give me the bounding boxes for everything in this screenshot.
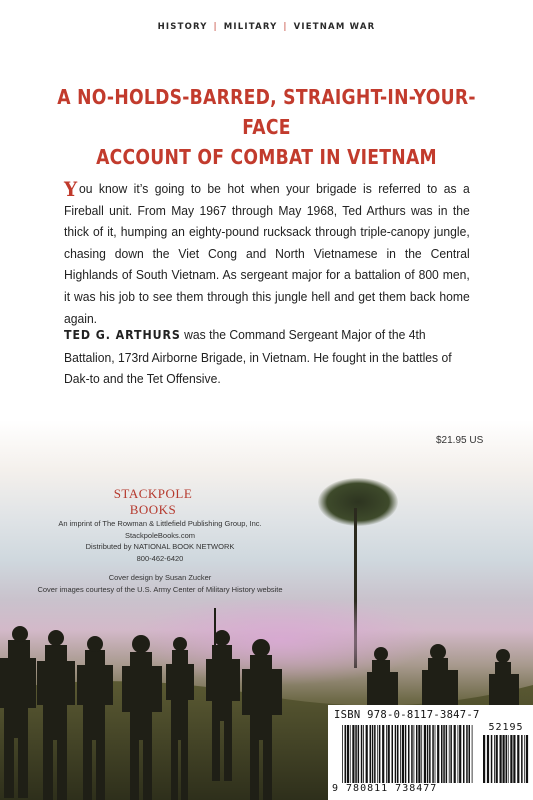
barcode-bar (432, 725, 434, 783)
headline-line-2: ACCOUNT OF COMBAT IN VIETNAM (96, 145, 437, 169)
barcode-bar (508, 735, 509, 783)
book-description (64, 178, 470, 329)
barcode-bar (347, 725, 349, 783)
barcode-bar (446, 725, 448, 783)
barcode-bar (454, 725, 456, 783)
barcode-bar (402, 725, 404, 783)
barcode-bar (524, 735, 525, 783)
barcode-bar (377, 725, 378, 783)
barcode-bar (405, 725, 407, 783)
barcode-bar (395, 725, 397, 783)
barcode-number: 9 780811 738477 (332, 783, 438, 794)
category-military: MILITARY (223, 22, 278, 32)
cover-design-credit: Cover design by Susan Zucker (108, 573, 212, 582)
barcode-bar (449, 725, 450, 783)
barcode-bar (506, 735, 508, 783)
barcode-bar (472, 725, 473, 783)
headline-line-1: A NO-HOLDS-BARRED, STRAIGHT-IN-YOUR-FACE (57, 85, 476, 139)
barcode-bar (435, 725, 436, 783)
imprint-line: An imprint of The Rowman & Littlefield Publishing Group, Inc. (58, 519, 262, 528)
barcode-bar (443, 725, 445, 783)
barcode-bar (382, 725, 384, 783)
publisher-line-1: STACKPOLE (113, 486, 193, 501)
barcode-bar (414, 725, 415, 783)
barcode-bar (350, 725, 351, 783)
author-name: TED G. ARTHURS (64, 328, 181, 342)
barcode-bar (483, 735, 485, 783)
barcode-bar (427, 725, 429, 783)
barcode-bar (494, 735, 495, 783)
barcode-bar (429, 725, 431, 783)
barcode-bar (345, 725, 347, 783)
distributor-line: Distributed by NATIONAL BOOK NETWORK (85, 542, 235, 551)
price-addon-barcode (483, 735, 529, 783)
cover-images-credit: Cover images courtesy of the U.S. Army Center of Military History website (37, 584, 283, 594)
barcode-bar (372, 725, 374, 783)
barcode-bar (411, 725, 413, 783)
barcode-bar (392, 725, 394, 783)
barcode-bar (441, 725, 443, 783)
category-history: HISTORY (157, 22, 208, 32)
barcode-bar (386, 725, 387, 783)
barcode-bar (358, 725, 360, 783)
category-separator: | (283, 22, 288, 32)
publisher-credits (30, 518, 290, 595)
barcode-bar (374, 725, 376, 783)
category-line (0, 22, 533, 32)
barcode-bar (450, 725, 452, 783)
barcode-bar (355, 725, 357, 783)
barcode-bar (491, 735, 493, 783)
barcode-bar (487, 735, 489, 783)
barcode-area (328, 705, 533, 800)
barcode-bar (388, 725, 390, 783)
barcode-bar (342, 725, 343, 783)
barcode-bar (503, 735, 505, 783)
barcode-bar (418, 725, 420, 783)
barcode-bar (466, 725, 468, 783)
website-line: StackpoleBooks.com (124, 530, 196, 540)
barcode-bar (408, 725, 410, 783)
barcode-bar (510, 735, 512, 783)
category-vietnam-war: VIETNAM WAR (293, 22, 376, 32)
barcode-bar (363, 725, 364, 783)
barcode-bar (458, 725, 459, 783)
barcode-bar (513, 735, 515, 783)
barcode-bar (500, 735, 502, 783)
isbn-label: ISBN 978-0-8117-3847-7 (334, 709, 480, 721)
barcode-bar (469, 725, 471, 783)
price-label: $21.95 US (436, 435, 484, 446)
category-separator: | (213, 22, 218, 32)
barcode-bar (397, 725, 399, 783)
isbn-barcode (342, 725, 474, 783)
description-text: ou know it’s going to be hot when your brigade is referred to as a Fireball unit. From May 1967 through May 1968, Ted Arthurs was in the thick of it, humping an eighty-pound rucksack through triple-canopy jungle, chasing down the Viet Cong and North Vietnamese in the Central Highlands of South Vietnam. As sergeant major for a battalion of 800 men, it was his job to see them through this jungle hell and get them back home again. (64, 181, 470, 326)
barcode-bar (379, 725, 381, 783)
barcode-bar (463, 725, 465, 783)
barcode-bar (517, 735, 519, 783)
barcode-bar (437, 725, 439, 783)
phone-line: 800-462-6420 (136, 553, 184, 563)
barcode-bar (521, 735, 523, 783)
author-bio (64, 324, 470, 390)
barcode-bar (526, 735, 528, 783)
publisher-logo (58, 486, 248, 518)
barcode-bar (370, 725, 372, 783)
barcode-bar (459, 725, 461, 783)
headline (37, 82, 495, 172)
barcode-bar (496, 735, 498, 783)
barcode-bar (416, 725, 418, 783)
barcode-bar (400, 725, 401, 783)
barcode-bar (424, 725, 426, 783)
barcode-bar (366, 725, 368, 783)
drop-cap: Y (64, 177, 78, 201)
barcode-bar (361, 725, 363, 783)
author-bio-text: was the Command Sergeant Major of the 4th Battalion, 173rd Airborne Brigade, in Vietnam. He fought in the battles of Dak-to and the Tet Offensive. (64, 327, 452, 387)
publisher-line-2: BOOKS (129, 502, 177, 517)
price-code-digits: 52195 (488, 722, 524, 733)
barcode-bar (421, 725, 422, 783)
barcode-bar (352, 725, 354, 783)
tree-crown (318, 478, 398, 526)
